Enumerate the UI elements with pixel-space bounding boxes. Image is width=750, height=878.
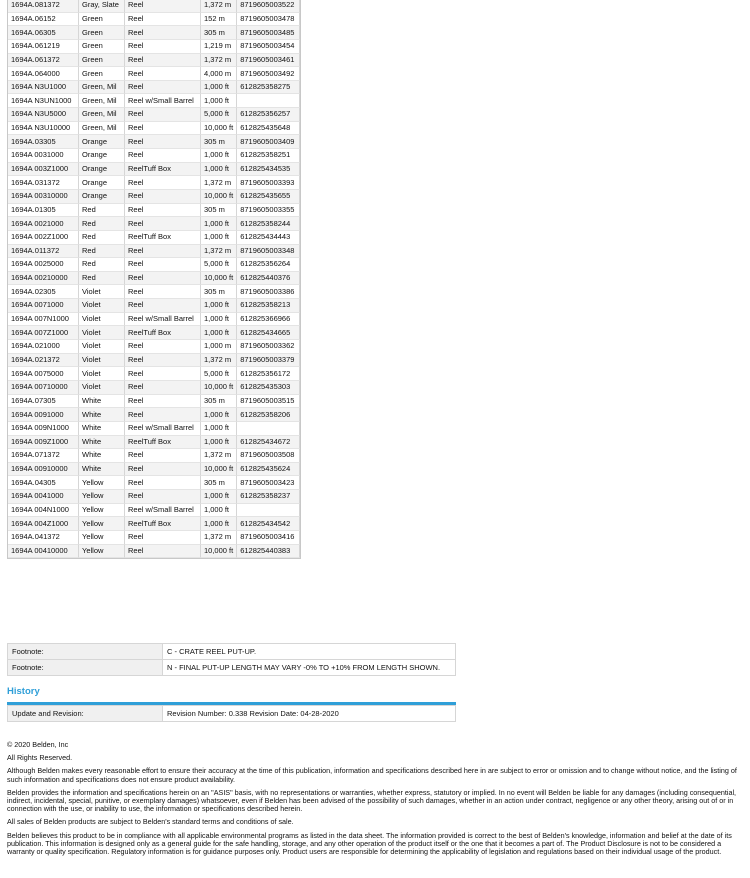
upc-cell: 8719605003393 [237, 176, 300, 190]
upc-cell: 8719605003416 [237, 531, 300, 545]
part-number-cell: 1694A.03305 [8, 135, 79, 149]
part-number-cell: 1694A 0031000 [8, 149, 79, 163]
putup-type-cell: Reel w/Small Barrel [125, 504, 201, 518]
putup-type-cell: Reel [125, 408, 201, 422]
table-row [8, 204, 300, 218]
part-number-cell: 1694A.04305 [8, 476, 79, 490]
part-number-cell: 1694A.02305 [8, 285, 79, 299]
part-number-cell: 1694A N3UN1000 [8, 94, 79, 108]
footnote-row [8, 644, 456, 660]
length-cell: 1,000 ft [201, 313, 237, 327]
upc-cell: 612825435648 [237, 122, 300, 136]
footnote-row [8, 660, 456, 676]
length-cell: 5,000 ft [201, 367, 237, 381]
putup-type-cell: Reel [125, 449, 201, 463]
upc-cell: 8719605003386 [237, 285, 300, 299]
copyright-text: © 2020 Belden, Inc [7, 740, 69, 749]
part-number-cell: 1694A 007Z1000 [8, 326, 79, 340]
upc-cell: 612825358206 [237, 408, 300, 422]
table-row [8, 313, 300, 327]
upc-cell: 8719605003478 [237, 13, 300, 27]
color-cell: White [79, 463, 125, 477]
table-row [8, 13, 300, 27]
color-cell: White [79, 422, 125, 436]
color-cell: Yellow [79, 504, 125, 518]
table-row [8, 0, 300, 13]
upc-cell: 612825434535 [237, 163, 300, 177]
putup-type-cell: Reel [125, 190, 201, 204]
history-table [7, 705, 456, 722]
putup-type-cell: Reel [125, 463, 201, 477]
putup-type-cell: Reel [125, 122, 201, 136]
part-number-cell: 1694A N3U10000 [8, 122, 79, 136]
upc-cell: 612825440383 [237, 545, 300, 559]
part-number-cell: 1694A.01305 [8, 204, 79, 218]
color-cell: Yellow [79, 531, 125, 545]
table-row [8, 272, 300, 286]
table-row [8, 245, 300, 259]
putup-type-cell: Reel [125, 381, 201, 395]
upc-cell: 612825435655 [237, 190, 300, 204]
length-cell: 1,000 ft [201, 81, 237, 95]
color-cell: Orange [79, 163, 125, 177]
part-number-cell: 1694A 0071000 [8, 299, 79, 313]
length-cell: 305 m [201, 135, 237, 149]
upc-cell [237, 94, 300, 108]
accuracy-disclaimer: Although Belden makes every reasonable effort to ensure their accuracy at the time of this publication, information and specifications described here in are subject to error or omission and to change without notice, and the listing of such information and specifications does not ensure product availability. [7, 766, 737, 784]
color-cell: Green, Mil [79, 94, 125, 108]
color-cell: Orange [79, 135, 125, 149]
upc-cell: 612825435303 [237, 381, 300, 395]
upc-cell [237, 504, 300, 518]
part-number-cell: 1694A.021000 [8, 340, 79, 354]
upc-cell: 8719605003409 [237, 135, 300, 149]
color-cell: Red [79, 204, 125, 218]
part-number-cell: 1694A.061219 [8, 40, 79, 54]
part-number-cell: 1694A 00310000 [8, 190, 79, 204]
history-label: Update and Revision: [8, 706, 163, 722]
table-row [8, 340, 300, 354]
length-cell: 1,000 ft [201, 422, 237, 436]
color-cell: White [79, 408, 125, 422]
table-row [8, 217, 300, 231]
putup-type-cell: Reel [125, 258, 201, 272]
table-row [8, 545, 300, 559]
part-number-cell: 1694A.06305 [8, 26, 79, 40]
length-cell: 1,219 m [201, 40, 237, 54]
part-number-cell: 1694A 00710000 [8, 381, 79, 395]
part-number-cell: 1694A.064000 [8, 67, 79, 81]
color-cell: Red [79, 258, 125, 272]
color-cell: Violet [79, 340, 125, 354]
upc-cell: 612825358237 [237, 490, 300, 504]
length-cell: 10,000 ft [201, 122, 237, 136]
upc-cell: 612825440376 [237, 272, 300, 286]
color-cell: Violet [79, 299, 125, 313]
part-number-cell: 1694A.041372 [8, 531, 79, 545]
upc-cell: 8719605003485 [237, 26, 300, 40]
putup-type-cell: Reel [125, 81, 201, 95]
rights-text: All Rights Reserved. [7, 753, 73, 763]
putup-type-cell: Reel [125, 245, 201, 259]
putup-type-cell: Reel [125, 0, 201, 13]
putup-type-cell: Reel [125, 395, 201, 409]
part-number-cell: 1694A.071372 [8, 449, 79, 463]
color-cell: Yellow [79, 545, 125, 559]
length-cell: 305 m [201, 476, 237, 490]
upc-cell: 612825358251 [237, 149, 300, 163]
putup-type-cell: ReelTuff Box [125, 517, 201, 531]
putup-type-cell: Reel [125, 490, 201, 504]
table-row [8, 463, 300, 477]
parts-table [7, 0, 301, 559]
legal-notice [7, 741, 742, 861]
color-cell: White [79, 395, 125, 409]
color-cell: Gray, Slate [79, 0, 125, 13]
upc-cell: 8719605003522 [237, 0, 300, 13]
color-cell: Red [79, 231, 125, 245]
upc-cell: 8719605003423 [237, 476, 300, 490]
putup-type-cell: Reel [125, 285, 201, 299]
length-cell: 1,000 ft [201, 326, 237, 340]
length-cell: 1,000 ft [201, 299, 237, 313]
putup-type-cell: Reel w/Small Barrel [125, 422, 201, 436]
color-cell: Orange [79, 149, 125, 163]
table-row [8, 176, 300, 190]
length-cell: 1,372 m [201, 176, 237, 190]
footnotes-table [7, 643, 456, 676]
history-heading: History [7, 686, 40, 697]
table-row [8, 395, 300, 409]
length-cell: 1,372 m [201, 449, 237, 463]
putup-type-cell: Reel [125, 149, 201, 163]
history-value: Revision Number: 0.338 Revision Date: 04-28-2020 [163, 706, 456, 722]
part-number-cell: 1694A N3U5000 [8, 108, 79, 122]
color-cell: Violet [79, 381, 125, 395]
parts-table-body [8, 0, 300, 558]
table-row [8, 449, 300, 463]
putup-type-cell: Reel [125, 176, 201, 190]
color-cell: Green, Mil [79, 108, 125, 122]
part-number-cell: 1694A.021372 [8, 354, 79, 368]
color-cell: Green [79, 67, 125, 81]
length-cell: 1,372 m [201, 531, 237, 545]
environmental-compliance: Belden believes this product to be in compliance with all applicable environmental programs as listed in the data sheet. The information provided is correct to the best of Belden's knowledge, information and belief at the date of its publication. This information is designed only as a general guide for the safe handling, storage, and any other operation of the product itself or the one that it becomes a part of. The Product Disclosure is not to be considered a warranty or quality specification. Regulatory information is for guidance purposes only. Product users are responsible for determining the applicability of legislation and regulations based on their individual usage of the product. [7, 830, 732, 857]
upc-cell: 612825358244 [237, 217, 300, 231]
putup-type-cell: Reel [125, 272, 201, 286]
color-cell: Red [79, 272, 125, 286]
length-cell: 305 m [201, 285, 237, 299]
part-number-cell: 1694A 002Z1000 [8, 231, 79, 245]
part-number-cell: 1694A 009Z1000 [8, 436, 79, 450]
footnote-text: N - FINAL PUT-UP LENGTH MAY VARY -0% TO +10% FROM LENGTH SHOWN. [163, 660, 456, 676]
length-cell: 1,372 m [201, 245, 237, 259]
part-number-cell: 1694A 007N1000 [8, 313, 79, 327]
upc-cell: 612825356264 [237, 258, 300, 272]
upc-cell: 8719605003461 [237, 54, 300, 68]
length-cell: 4,000 m [201, 67, 237, 81]
upc-cell: 612825434665 [237, 326, 300, 340]
color-cell: Yellow [79, 517, 125, 531]
part-number-cell: 1694A.061372 [8, 54, 79, 68]
color-cell: Violet [79, 354, 125, 368]
length-cell: 1,000 ft [201, 149, 237, 163]
table-row [8, 299, 300, 313]
length-cell: 5,000 ft [201, 258, 237, 272]
length-cell: 1,000 ft [201, 408, 237, 422]
part-number-cell: 1694A 003Z1000 [8, 163, 79, 177]
length-cell: 1,000 ft [201, 231, 237, 245]
sales-terms: All sales of Belden products are subject to Belden's standard terms and conditions of sale. [7, 817, 294, 827]
table-row [8, 517, 300, 531]
part-number-cell: 1694A 0091000 [8, 408, 79, 422]
part-number-cell: 1694A 004N1000 [8, 504, 79, 518]
color-cell: Green, Mil [79, 81, 125, 95]
part-number-cell: 1694A 009N1000 [8, 422, 79, 436]
upc-cell: 8719605003348 [237, 245, 300, 259]
table-row [8, 163, 300, 177]
part-number-cell: 1694A.011372 [8, 245, 79, 259]
length-cell: 1,000 ft [201, 436, 237, 450]
footnote-label: Footnote: [8, 644, 163, 660]
length-cell: 1,000 ft [201, 517, 237, 531]
length-cell: 305 m [201, 204, 237, 218]
table-row [8, 258, 300, 272]
color-cell: Orange [79, 190, 125, 204]
table-row [8, 135, 300, 149]
upc-cell: 612825356172 [237, 367, 300, 381]
length-cell: 10,000 ft [201, 190, 237, 204]
length-cell: 1,372 m [201, 354, 237, 368]
table-row [8, 354, 300, 368]
color-cell: Violet [79, 367, 125, 381]
length-cell: 1,000 m [201, 340, 237, 354]
length-cell: 305 m [201, 26, 237, 40]
upc-cell: 8719605003355 [237, 204, 300, 218]
color-cell: Green [79, 40, 125, 54]
upc-cell: 8719605003379 [237, 354, 300, 368]
part-number-cell: 1694A 00910000 [8, 463, 79, 477]
part-number-cell: 1694A 0025000 [8, 258, 79, 272]
table-row [8, 231, 300, 245]
part-number-cell: 1694A.06152 [8, 13, 79, 27]
color-cell: Violet [79, 313, 125, 327]
putup-type-cell: Reel [125, 108, 201, 122]
color-cell: Green [79, 54, 125, 68]
history-row [8, 706, 456, 722]
table-row [8, 285, 300, 299]
footnote-label: Footnote: [8, 660, 163, 676]
upc-cell: 8719605003492 [237, 67, 300, 81]
putup-type-cell: Reel [125, 299, 201, 313]
table-row [8, 367, 300, 381]
color-cell: Green [79, 13, 125, 27]
putup-type-cell: Reel [125, 367, 201, 381]
putup-type-cell: ReelTuff Box [125, 163, 201, 177]
upc-cell: 8719605003454 [237, 40, 300, 54]
putup-type-cell: Reel w/Small Barrel [125, 313, 201, 327]
upc-cell: 612825366966 [237, 313, 300, 327]
putup-type-cell: Reel [125, 531, 201, 545]
upc-cell: 8719605003515 [237, 395, 300, 409]
upc-cell: 8719605003362 [237, 340, 300, 354]
table-row [8, 149, 300, 163]
part-number-cell: 1694A.081372 [8, 0, 79, 13]
part-number-cell: 1694A 00210000 [8, 272, 79, 286]
part-number-cell: 1694A 0041000 [8, 490, 79, 504]
length-cell: 1,000 ft [201, 490, 237, 504]
length-cell: 1,000 ft [201, 217, 237, 231]
table-row [8, 40, 300, 54]
color-cell: Yellow [79, 490, 125, 504]
upc-cell: 612825435624 [237, 463, 300, 477]
table-row [8, 422, 300, 436]
length-cell: 5,000 ft [201, 108, 237, 122]
putup-type-cell: Reel w/Small Barrel [125, 94, 201, 108]
length-cell: 10,000 ft [201, 545, 237, 559]
putup-type-cell: Reel [125, 67, 201, 81]
color-cell: Red [79, 217, 125, 231]
part-number-cell: 1694A.07305 [8, 395, 79, 409]
color-cell: White [79, 436, 125, 450]
length-cell: 1,000 ft [201, 163, 237, 177]
putup-type-cell: Reel [125, 40, 201, 54]
upc-cell: 612825358213 [237, 299, 300, 313]
table-row [8, 381, 300, 395]
warranty-disclaimer: Belden provides the information and specifications herein on an "ASIS" basis, with no representations or warranties, whether express, statutory or implied. In no event will Belden be liable for any damages (including consequential, indirect, incidental, special, punitive, or exemplary damages) whatsoever, even if Belden has been advised of the possibility of such damages, whether in an action under contract, negligence or any other theory, arising out of or in connection with the use, or inability to use, the information or specifications described herein. [7, 787, 737, 814]
upc-cell: 612825356257 [237, 108, 300, 122]
length-cell: 1,000 ft [201, 504, 237, 518]
part-number-cell: 1694A 0021000 [8, 217, 79, 231]
part-number-cell: 1694A N3U1000 [8, 81, 79, 95]
putup-type-cell: Reel [125, 545, 201, 559]
table-row [8, 326, 300, 340]
table-row [8, 190, 300, 204]
putup-type-cell: Reel [125, 13, 201, 27]
table-row [8, 122, 300, 136]
table-row [8, 476, 300, 490]
part-number-cell: 1694A 00410000 [8, 545, 79, 559]
putup-type-cell: ReelTuff Box [125, 436, 201, 450]
upc-cell [237, 422, 300, 436]
putup-type-cell: ReelTuff Box [125, 326, 201, 340]
putup-type-cell: Reel [125, 204, 201, 218]
table-row [8, 531, 300, 545]
color-cell: Green [79, 26, 125, 40]
putup-type-cell: Reel [125, 135, 201, 149]
length-cell: 1,000 ft [201, 94, 237, 108]
upc-cell: 612825358275 [237, 81, 300, 95]
upc-cell: 612825434542 [237, 517, 300, 531]
putup-type-cell: Reel [125, 354, 201, 368]
color-cell: Green, Mil [79, 122, 125, 136]
color-cell: Violet [79, 285, 125, 299]
footnote-text: C - CRATE REEL PUT-UP. [163, 644, 456, 660]
length-cell: 10,000 ft [201, 272, 237, 286]
table-row [8, 108, 300, 122]
color-cell: Red [79, 245, 125, 259]
table-row [8, 81, 300, 95]
length-cell: 1,372 m [201, 0, 237, 13]
table-row [8, 26, 300, 40]
part-number-cell: 1694A 004Z1000 [8, 517, 79, 531]
length-cell: 10,000 ft [201, 381, 237, 395]
upc-cell: 8719605003508 [237, 449, 300, 463]
upc-cell: 612825434443 [237, 231, 300, 245]
color-cell: White [79, 449, 125, 463]
putup-type-cell: Reel [125, 54, 201, 68]
part-number-cell: 1694A.031372 [8, 176, 79, 190]
table-row [8, 436, 300, 450]
color-cell: Yellow [79, 476, 125, 490]
putup-type-cell: Reel [125, 26, 201, 40]
table-row [8, 54, 300, 68]
putup-type-cell: Reel [125, 476, 201, 490]
table-row [8, 408, 300, 422]
putup-type-cell: Reel [125, 340, 201, 354]
color-cell: Orange [79, 176, 125, 190]
upc-cell: 612825434672 [237, 436, 300, 450]
length-cell: 305 m [201, 395, 237, 409]
table-row [8, 67, 300, 81]
putup-type-cell: ReelTuff Box [125, 231, 201, 245]
length-cell: 1,372 m [201, 54, 237, 68]
length-cell: 10,000 ft [201, 463, 237, 477]
table-row [8, 490, 300, 504]
putup-type-cell: Reel [125, 217, 201, 231]
length-cell: 152 m [201, 13, 237, 27]
table-row [8, 94, 300, 108]
color-cell: Violet [79, 326, 125, 340]
table-row [8, 504, 300, 518]
part-number-cell: 1694A 0075000 [8, 367, 79, 381]
